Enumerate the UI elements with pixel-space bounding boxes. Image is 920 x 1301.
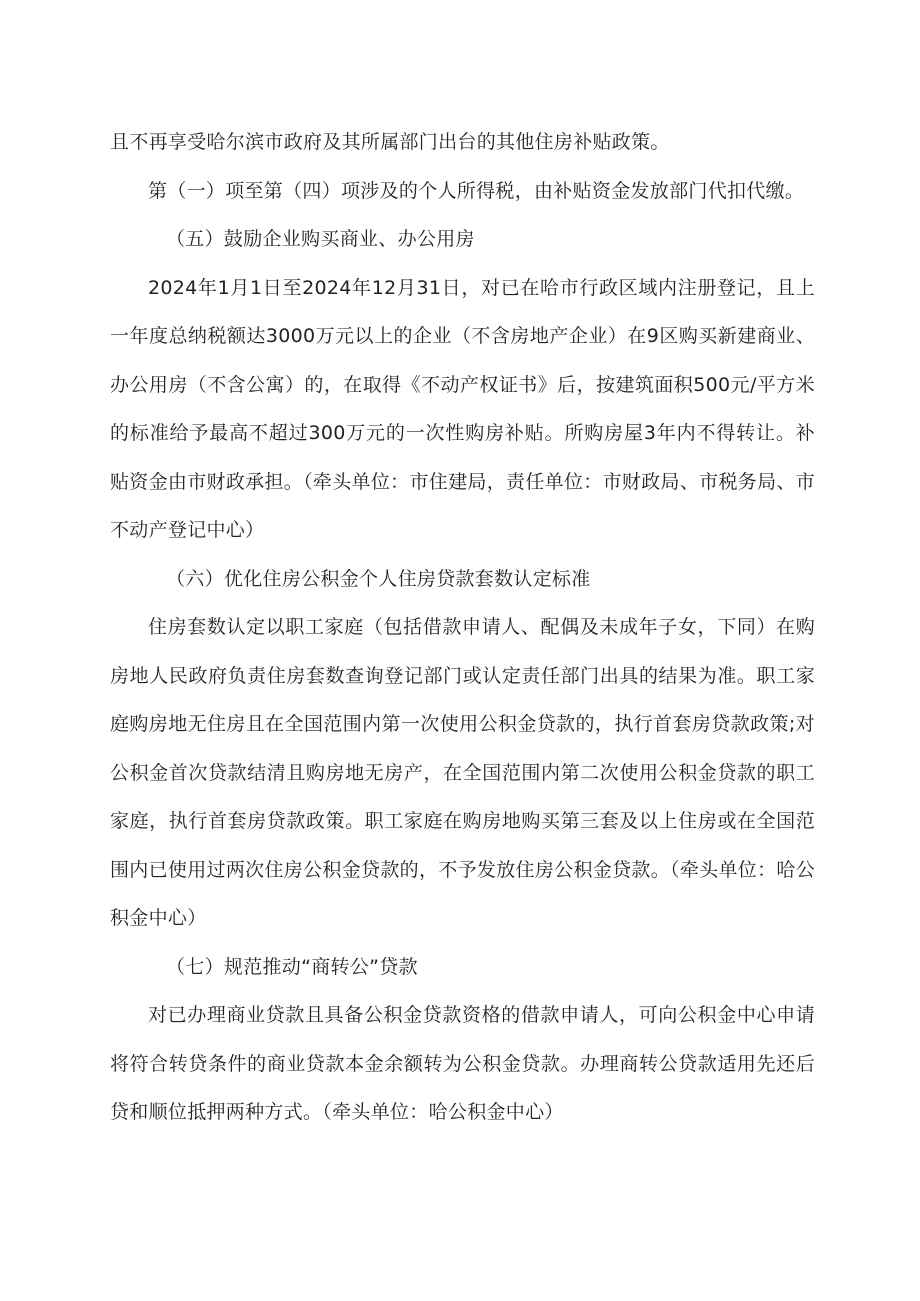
section-heading-6: （六）优化住房公积金个人住房贷款套数认定标准 bbox=[166, 567, 591, 590]
paragraph-tax-note: 第（一）项至第（四）项涉及的个人所得税，由补贴资金发放部门代扣代缴。 bbox=[148, 179, 805, 202]
paragraph-section-5: 2024年1月1日至2024年12月31日，对已在哈市行政区域内注册登记，且上一年度总纳税额达3000万元以上的企业（不含房地产企业）在9区购买新建商业、办公用房（不含公寓）的，在取得《不动产权证书》后，按建筑面积500元/平方米的标准给予最高不超过300万元的一次性购房补贴。所购房屋3年内不得转让。补贴资金由市财政承担。（牵头单位：市住建局，责任单位：市财政局、市税务局、市不动产登记中心） bbox=[110, 276, 815, 541]
paragraph-continuation: 且不再享受哈尔滨市政府及其所属部门出台的其他住房补贴政策。 bbox=[110, 131, 670, 153]
section-heading-5: （五）鼓励企业购买商业、办公用房 bbox=[166, 228, 475, 250]
paragraph-section-7: 对已办理商业贷款且具备公积金贷款资格的借款申请人，可向公积金中心申请将符合转贷条件的商业贷款本金余额转为公积金贷款。办理商转公贷款适用先还后贷和顺位抵押两种方式。（牵头单位：哈公积金中心） bbox=[110, 1004, 815, 1123]
section-heading-7: （七）规范推动“商转公”贷款 bbox=[166, 955, 418, 978]
document-body bbox=[110, 118, 815, 1137]
paragraph-section-6: 住房套数认定以职工家庭（包括借款申请人、配偶及未成年子女，下同）在购房地人民政府负责住房套数查询登记部门或认定责任部门出具的结果为准。职工家庭购房地无住房且在全国范围内第一次使用公积金贷款的，执行首套房贷款政策;对公积金首次贷款结清且购房地无房产，在全国范围内第二次使用公积金贷款的职工家庭，执行首套房贷款政策。职工家庭在购房地购买第三套及以上住房或在全国范围内已使用过两次住房公积金贷款的，不予发放住房公积金贷款。（牵头单位：哈公积金中心） bbox=[110, 616, 815, 929]
